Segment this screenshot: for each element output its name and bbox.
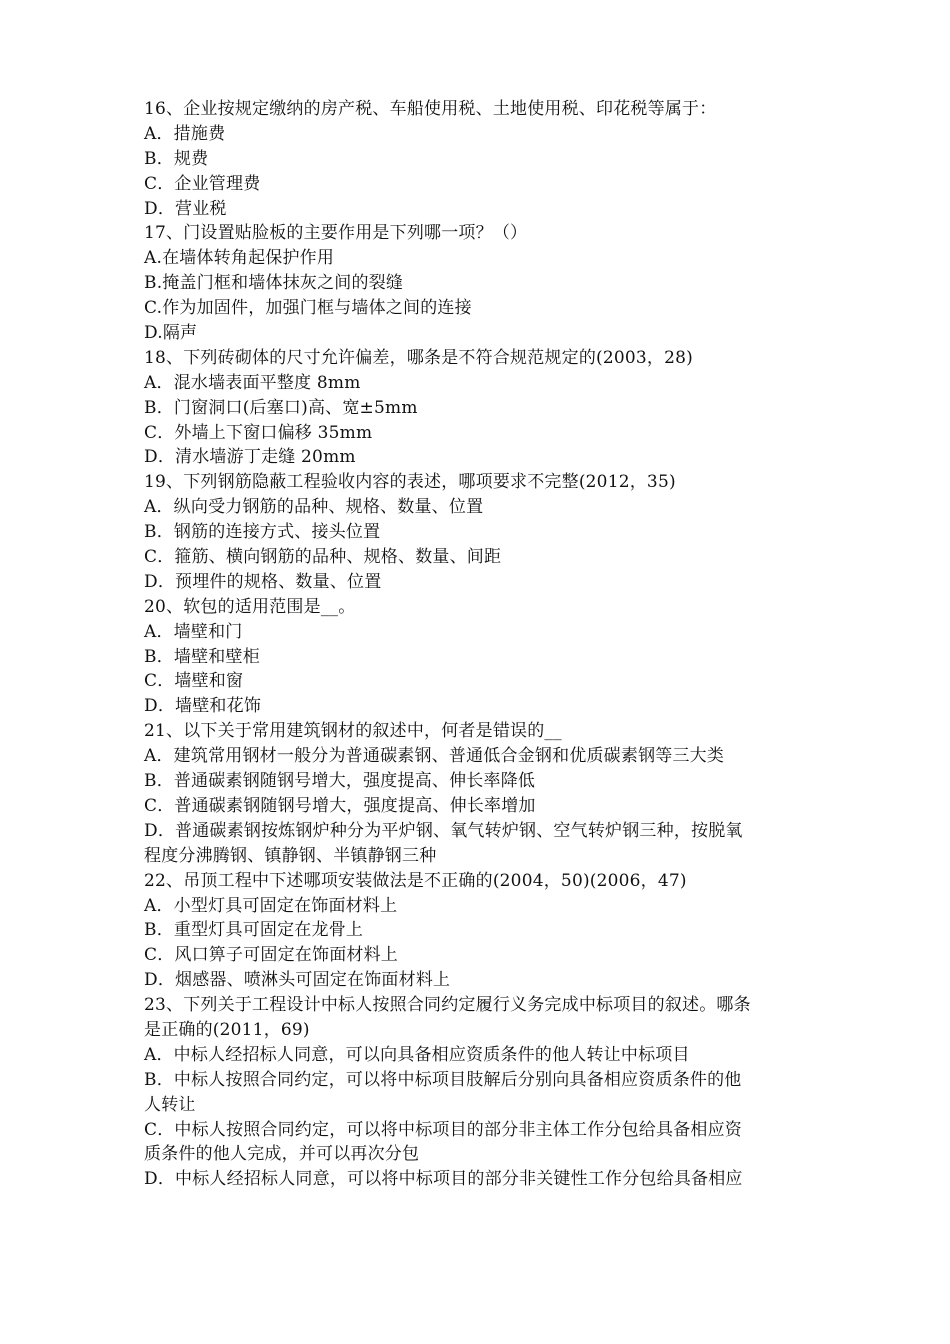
question-21-stem: 21、以下关于常用建筑钢材的叙述中，何者是错误的__ [144,721,562,742]
question-19-option-d: D．预埋件的规格、数量、位置 [144,571,382,592]
question-18-option-a: A．混水墙表面平整度 8mm [144,372,361,393]
question-22-option-a: A．小型灯具可固定在饰面材料上 [144,895,398,916]
question-20-option-a: A．墙壁和门 [144,621,243,642]
question-23-option-c-continued: 质条件的他人完成，并可以再次分包 [144,1144,420,1165]
question-20-stem: 20、软包的适用范围是__。 [144,596,356,617]
question-20-option-b: B．墙壁和壁柜 [144,646,260,667]
question-23-option-a: A．中标人经招标人同意，可以向具备相应资质条件的他人转让中标项目 [144,1044,690,1065]
document-body [144,97,812,1192]
question-22-stem: 22、吊顶工程中下述哪项安装做法是不正确的(2004，50)(2006，47) [144,870,687,891]
question-21-option-d: D．普通碳素钢按炼钢炉种分为平炉钢、氧气转炉钢、空气转炉钢三种，按脱氧 [144,820,743,841]
question-22-option-b: B．重型灯具可固定在龙骨上 [144,920,364,941]
question-19-stem: 19、下列钢筋隐蔽工程验收内容的表述，哪项要求不完整(2012，35) [144,472,676,493]
question-20-option-d: D．墙壁和花饰 [144,696,262,717]
question-17-option-c: C.作为加固件，加强门框与墙体之间的连接 [144,298,472,319]
question-16-option-c: C．企业管理费 [144,173,261,194]
question-23-option-b-continued: 人转让 [144,1094,196,1115]
question-18-option-c: C．外墙上下窗口偏移 35mm [144,422,373,443]
question-18-option-d: D．清水墙游丁走缝 20mm [144,447,356,468]
question-17-option-d: D.隔声 [144,323,198,344]
question-19-option-b: B．钢筋的连接方式、接头位置 [144,522,381,543]
question-21-option-d-continued: 程度分沸腾钢、镇静钢、半镇静钢三种 [144,845,437,866]
question-16-stem: 16、企业按规定缴纳的房产税、车船使用税、土地使用税、印花税等属于： [144,99,717,119]
question-20-option-c: C．墙壁和窗 [144,671,244,692]
question-19-option-a: A．纵向受力钢筋的品种、规格、数量、位置 [144,497,484,518]
question-21-option-b: B．普通碳素钢随钢号增大，强度提高、伸长率降低 [144,771,536,792]
question-23-option-d: D．中标人经招标人同意，可以将中标项目的部分非关键性工作分包给具备相应 [144,1169,743,1190]
question-16-option-d: D．营业税 [144,198,227,219]
question-16-option-b: B．规费 [144,148,209,169]
question-23-option-c: C．中标人按照合同约定，可以将中标项目的部分非主体工作分包给具备相应资 [144,1119,743,1140]
question-21-option-c: C．普通碳素钢随钢号增大，强度提高、伸长率增加 [144,795,536,816]
question-22-option-d: D．烟感器、喷淋头可固定在饰面材料上 [144,970,451,991]
question-21-option-a: A．建筑常用钢材一般分为普通碳素钢、普通低合金钢和优质碳素钢等三大类 [144,746,725,767]
question-18-stem: 18、下列砖砌体的尺寸允许偏差，哪条是不符合规范规定的(2003，28) [144,347,693,368]
question-19-option-c: C．箍筋、横向钢筋的品种、规格、数量、间距 [144,547,502,568]
question-16-option-a: A．措施费 [144,123,226,144]
question-17-option-b: B.掩盖门框和墙体抹灰之间的裂缝 [144,273,404,294]
question-18-option-b: B．门窗洞口(后塞口)高、宽±5mm [144,397,418,418]
question-23-stem-continued: 是正确的(2011，69) [144,1019,310,1040]
question-22-option-c: C．风口箅子可固定在饰面材料上 [144,945,399,966]
question-17-option-a: A.在墙体转角起保护作用 [144,248,335,269]
question-23-stem: 23、下列关于工程设计中标人按照合同约定履行义务完成中标项目的叙述。哪条 [144,995,751,1016]
question-23-option-b: B．中标人按照合同约定，可以将中标项目肢解后分别向具备相应资质条件的他 [144,1069,742,1090]
question-17-stem: 17、门设置贴脸板的主要作用是下列哪一项？（） [144,223,528,244]
